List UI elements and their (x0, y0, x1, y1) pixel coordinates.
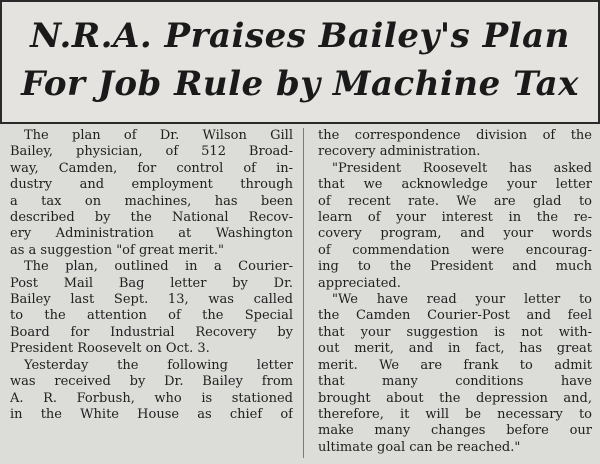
article-text-line: that your suggestion is not with- (318, 324, 592, 340)
article-text-line: A. R. Forbush, who is stationed (10, 390, 293, 406)
article-text-line: that we acknowledge your letter (318, 177, 592, 193)
article-text-line: out merit, and in fact, has great (318, 341, 592, 357)
article-text-line: to the attention of the Special (10, 308, 293, 324)
article-text-line: as a suggestion "of great merit." (10, 242, 225, 258)
article-text-line: way, Camden, for control of in- (10, 160, 293, 176)
article-text-line: that many conditions have (318, 374, 592, 390)
article-text-line: Bailey, physician, of 512 Broad- (10, 144, 293, 160)
article-text-line: Yesterday the following letter (24, 357, 293, 373)
article-text-line: President Roosevelt on Oct. 3. (10, 341, 210, 357)
article-text-line: Post Mail Bag letter by Dr. (10, 275, 293, 291)
article-text-line: Board for Industrial Recovery by (10, 324, 293, 340)
article-text-line: covery program, and your words (318, 226, 592, 242)
headline-line-1: N.R.A. Praises Bailey's Plan (30, 16, 570, 56)
article-column-left (10, 128, 293, 423)
article-text-line: brought about the depression and, (318, 390, 592, 406)
article-text-line: the correspondence division of the (318, 128, 592, 143)
article-text-line: Bailey last Sept. 13, was called (10, 292, 293, 308)
article-text-line: ultimate goal can be reached." (318, 439, 521, 455)
article-text-line: The plan of Dr. Wilson Gill (24, 128, 293, 143)
article-text-line: of recent rate. We are glad to (318, 193, 592, 209)
article-text-line: was received by Dr. Bailey from (10, 374, 293, 390)
article-text-line: "We have read your letter to (332, 292, 592, 308)
article-text-line: "President Roosevelt has asked (332, 160, 592, 176)
article-text-line: dustry and employment through (10, 177, 293, 193)
headline-box (0, 0, 600, 124)
article-text-line: recovery administration. (318, 144, 481, 160)
article-text-line: ery Administration at Washington (10, 226, 293, 242)
column-divider (303, 128, 304, 458)
article-text-line: of commendation were encourag- (318, 242, 592, 258)
article-text-line: a tax on machines, has been (10, 193, 293, 209)
article-text-line: make many changes before our (318, 423, 592, 439)
headline-line-2: For Job Rule by Machine Tax (21, 64, 579, 104)
article-text-line: the Camden Courier-Post and feel (318, 308, 592, 324)
article-text-line: in the White House as chief of (10, 406, 293, 422)
article-text-line: merit. We are frank to admit (318, 357, 592, 373)
article-column-right (318, 128, 592, 456)
article-text-line: therefore, it will be necessary to (318, 406, 592, 422)
article-text-line: learn of your interest in the re- (318, 210, 592, 226)
article-text-line: described by the National Recov- (10, 210, 293, 226)
article-text-line: ing to the President and much (318, 259, 592, 275)
article-text-line: The plan, outlined in a Courier- (24, 259, 293, 275)
article-text-line: appreciated. (318, 275, 401, 291)
